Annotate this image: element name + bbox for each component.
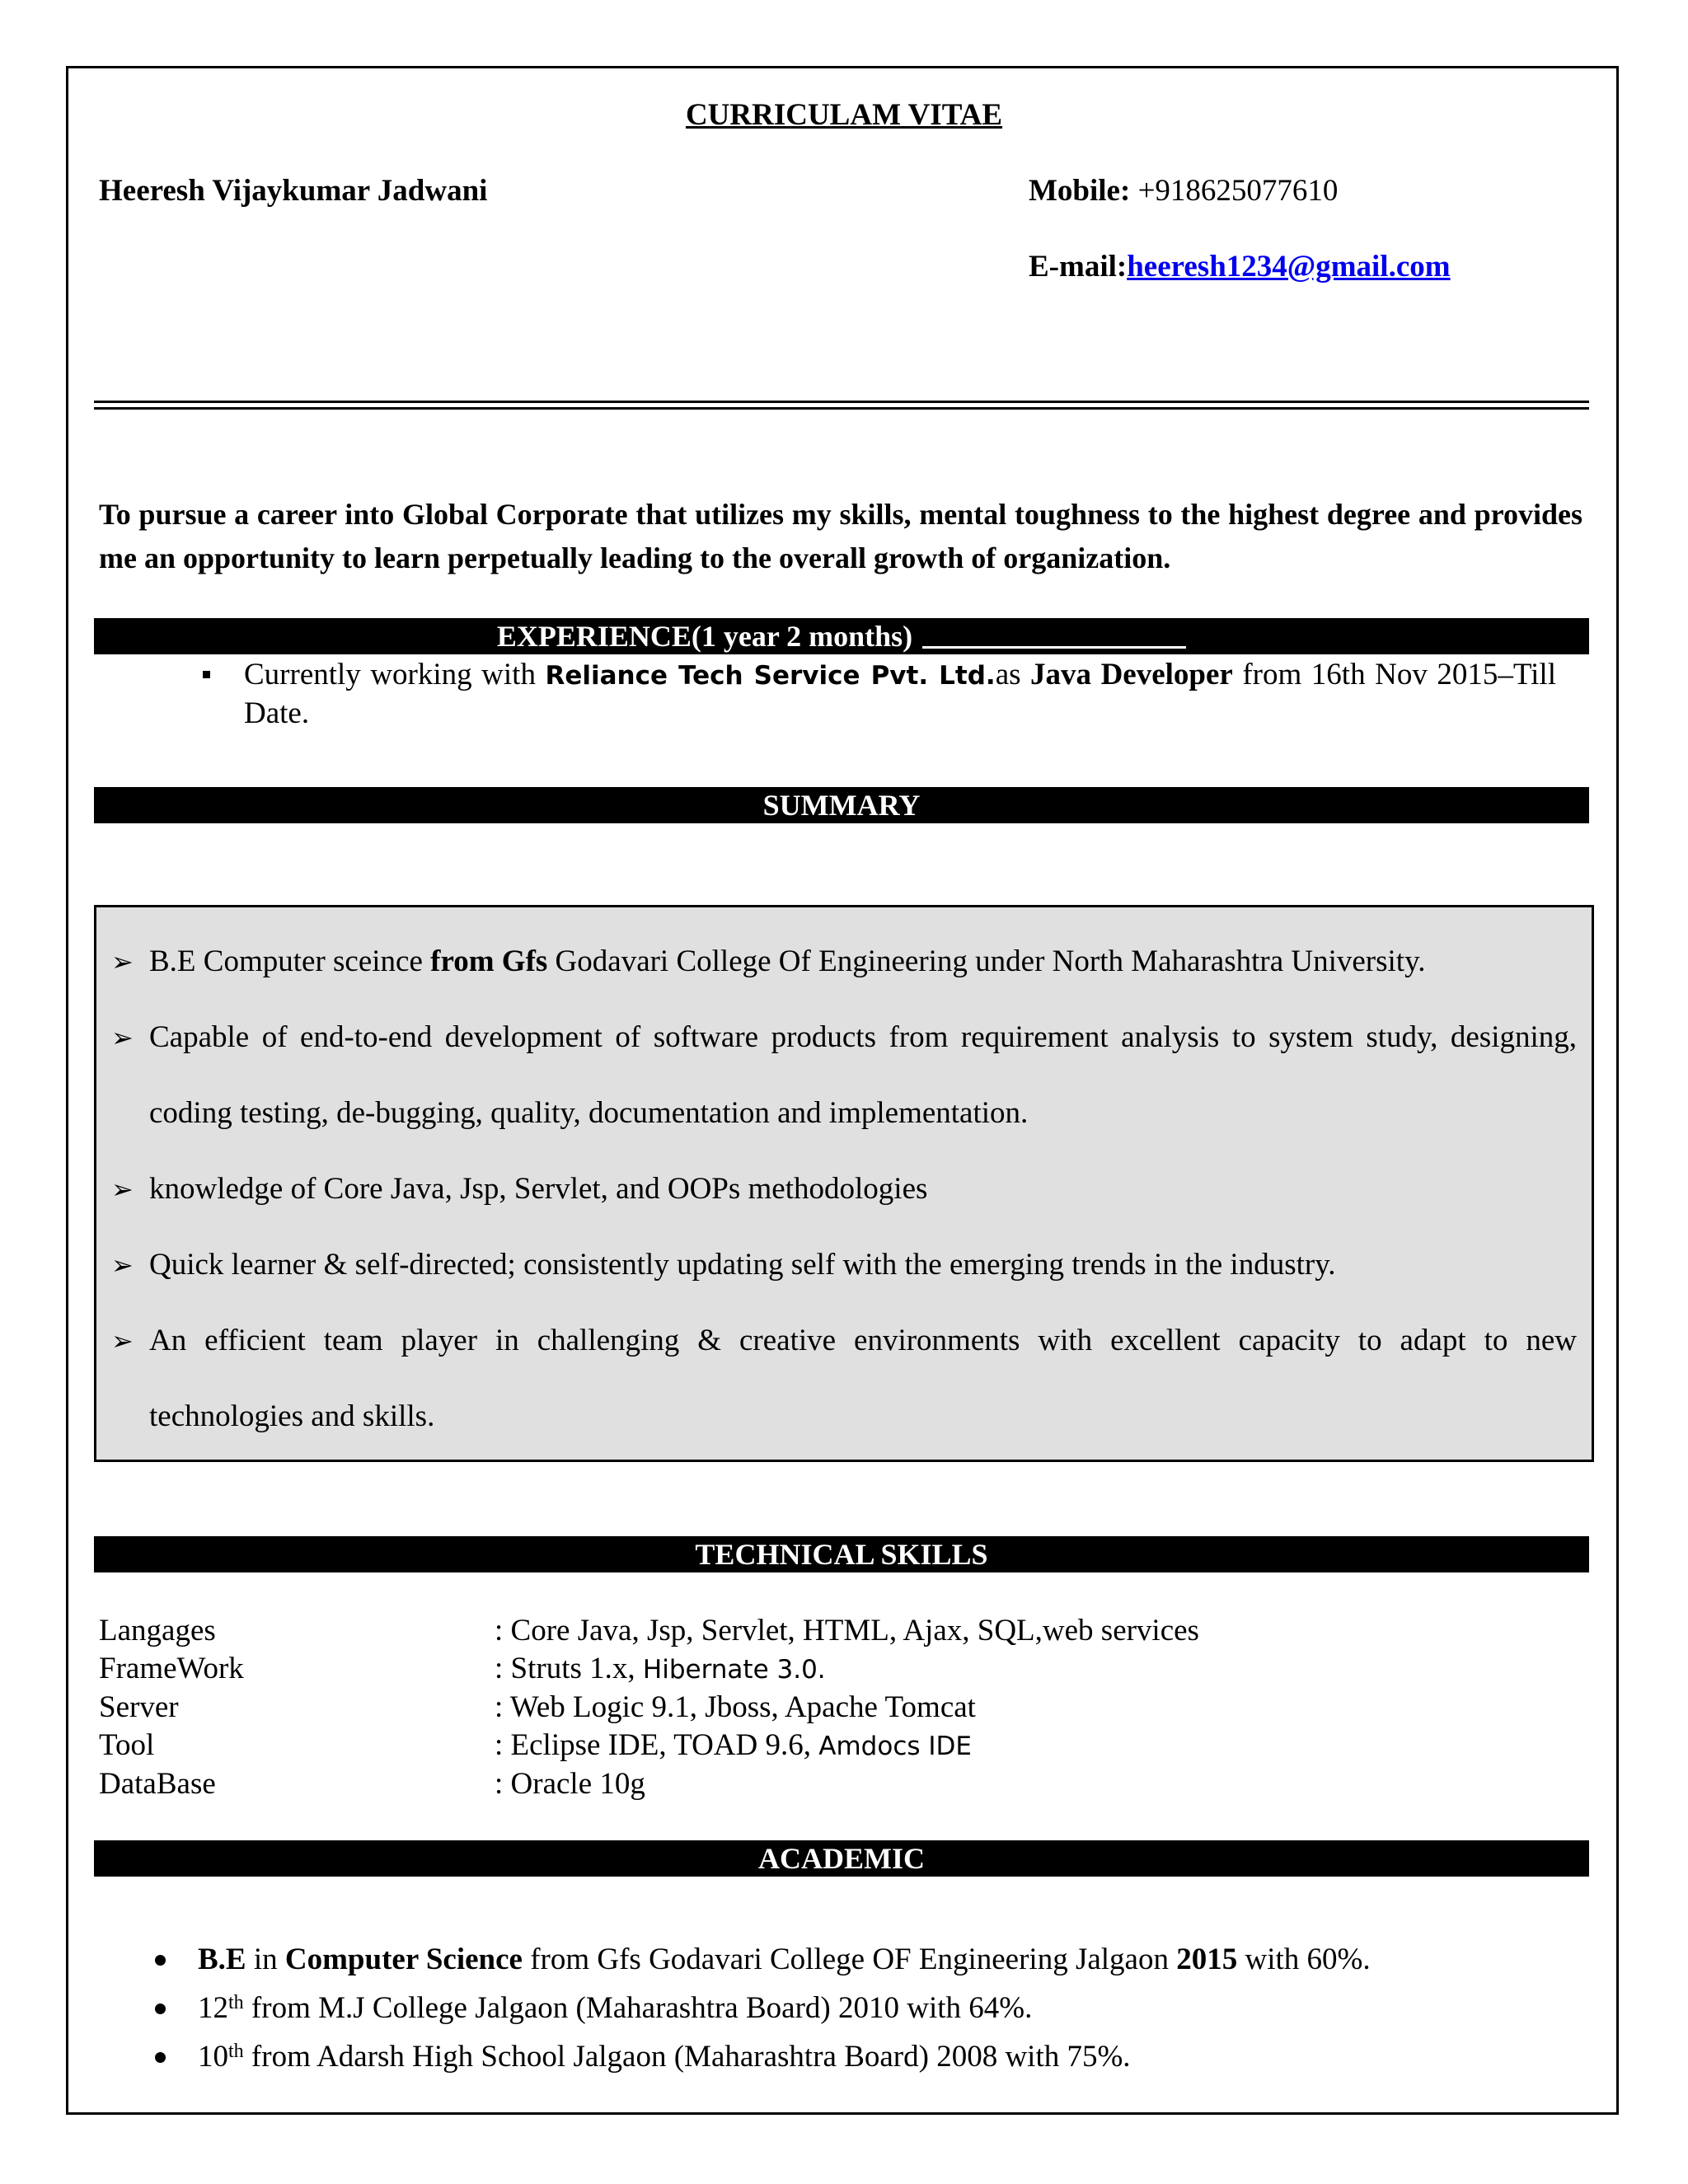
skill-key: DataBase [99, 1767, 216, 1801]
square-bullet-icon [203, 671, 210, 678]
skill-key: FrameWork [99, 1652, 244, 1685]
academic-text: from Adarsh High School Jalgaon (Maharashtra Board) 2008 with 75%. [243, 2040, 1131, 2074]
arrow-bullet-icon: ➢ [111, 1249, 134, 1281]
arrow-bullet-icon: ➢ [111, 1022, 134, 1053]
skill-row [99, 1612, 1199, 1650]
skill-row [99, 1727, 1199, 1765]
skill-value: : Struts 1.x, [495, 1652, 643, 1685]
summary-item [96, 1151, 1592, 1227]
degree-name: B.E [198, 1943, 246, 1976]
skill-value: : Web Logic 9.1, Jboss, Apache Tomcat [495, 1690, 976, 1724]
academic-item [198, 2032, 1371, 2081]
arrow-bullet-icon: ➢ [111, 1174, 134, 1205]
skill-key: Langages [99, 1614, 216, 1647]
heading-blank-underline [922, 618, 1186, 649]
summary-text: Capable of end-to-end development of software products from requirement analysis to system study, designing, coding testing, de-bugging, quality, documentation and implementation. [149, 1020, 1577, 1130]
experience-as: as [995, 658, 1031, 691]
document-title: CURRICULAM VITAE [685, 98, 1003, 132]
header-divider-bottom [94, 407, 1589, 410]
skill-value: : Core Java, Jsp, Servlet, HTML, Ajax, SQL,web services [495, 1614, 1199, 1647]
summary-heading-bar [94, 787, 1589, 823]
bullet-icon [155, 2052, 166, 2063]
summary-box [94, 905, 1594, 1462]
academic-text: from M.J College Jalgaon (Maharashtra Board) 2010 with 64%. [243, 1991, 1033, 2025]
skill-row [99, 1650, 1199, 1689]
header-divider-top [94, 401, 1589, 403]
grade-number: 10 [198, 2040, 228, 2074]
email-line [1029, 249, 1451, 284]
skill-key: Server [99, 1690, 179, 1724]
skill-value: : Oracle 10g [495, 1767, 645, 1801]
academic-item [198, 1984, 1371, 2032]
skill-value: : Eclipse IDE, TOAD 9.6, [495, 1728, 819, 1762]
arrow-bullet-icon: ➢ [111, 946, 134, 977]
summary-text: Quick learner & self-directed; consistently updating self with the emerging trends in the industry. [149, 1248, 1336, 1282]
technical-skills-heading-bar [94, 1536, 1589, 1572]
experience-period: from 16th Nov 2015–Till Date. [244, 658, 1556, 730]
academic-list [198, 1935, 1371, 2081]
summary-item [96, 1227, 1592, 1303]
bullet-icon [155, 2004, 166, 2014]
career-objective: To pursue a career into Global Corporate that utilizes my skills, mental toughness to the highest degree and provides me an opportunity to learn perpetually leading to the overall growth of organization. [99, 498, 1582, 574]
email-link[interactable]: heeresh1234@gmail.com [1127, 250, 1451, 284]
summary-text-rest: Godavari College Of Engineering under North Maharashtra University. [547, 944, 1426, 978]
summary-list [96, 924, 1592, 1455]
job-role: Java Developer [1030, 658, 1233, 691]
summary-bold-text: from Gfs [430, 944, 548, 978]
academic-text: in [246, 1943, 285, 1976]
summary-item [96, 924, 1592, 1000]
experience-heading-bar [94, 618, 1589, 654]
grade-number: 12 [198, 1991, 228, 2025]
summary-text: B.E Computer sceince [149, 944, 431, 978]
email-label: E-mail: [1029, 250, 1128, 284]
candidate-name: Heeresh Vijaykumar Jadwani [99, 174, 488, 208]
skill-value-extra: Amdocs IDE [818, 1732, 972, 1761]
summary-text: knowledge of Core Java, Jsp, Servlet, and OOPs methodologies [149, 1172, 928, 1206]
grade-suffix: th [228, 2041, 244, 2062]
mobile-line [1029, 173, 1338, 209]
technical-skills-heading: TECHNICAL SKILLS [695, 1538, 988, 1571]
summary-item [96, 1000, 1592, 1151]
summary-item [96, 1303, 1592, 1455]
academic-item [198, 1935, 1371, 1984]
summary-heading: SUMMARY [762, 789, 921, 822]
experience-item [244, 656, 1556, 733]
experience-prefix: Currently working with [244, 658, 546, 691]
company-name: Reliance Tech Service Pvt. Ltd. [545, 661, 996, 691]
skill-key: Tool [99, 1728, 155, 1762]
academic-text: with 60%. [1237, 1943, 1371, 1976]
experience-heading: EXPERIENCE(1 year 2 months) [496, 620, 913, 653]
arrow-bullet-icon: ➢ [111, 1325, 134, 1357]
academic-heading: ACADEMIC [758, 1842, 925, 1875]
mobile-number: +918625077610 [1130, 174, 1339, 208]
skill-value-extra: Hibernate 3.0. [642, 1655, 826, 1685]
academic-text: from Gfs Godavari College OF Engineering Jalgaon [522, 1943, 1177, 1976]
skill-row [99, 1689, 1199, 1727]
grade-suffix: th [228, 1992, 244, 2013]
bullet-icon [155, 1955, 166, 1966]
academic-heading-bar [94, 1840, 1589, 1877]
mobile-label: Mobile: [1029, 174, 1131, 208]
summary-text: An efficient team player in challenging & creative environments with excellent capacity to adapt to new technologies and skills. [149, 1324, 1577, 1433]
degree-year: 2015 [1176, 1943, 1238, 1976]
skill-row [99, 1765, 1199, 1803]
skills-table [99, 1612, 1199, 1803]
degree-field: Computer Science [284, 1943, 523, 1976]
